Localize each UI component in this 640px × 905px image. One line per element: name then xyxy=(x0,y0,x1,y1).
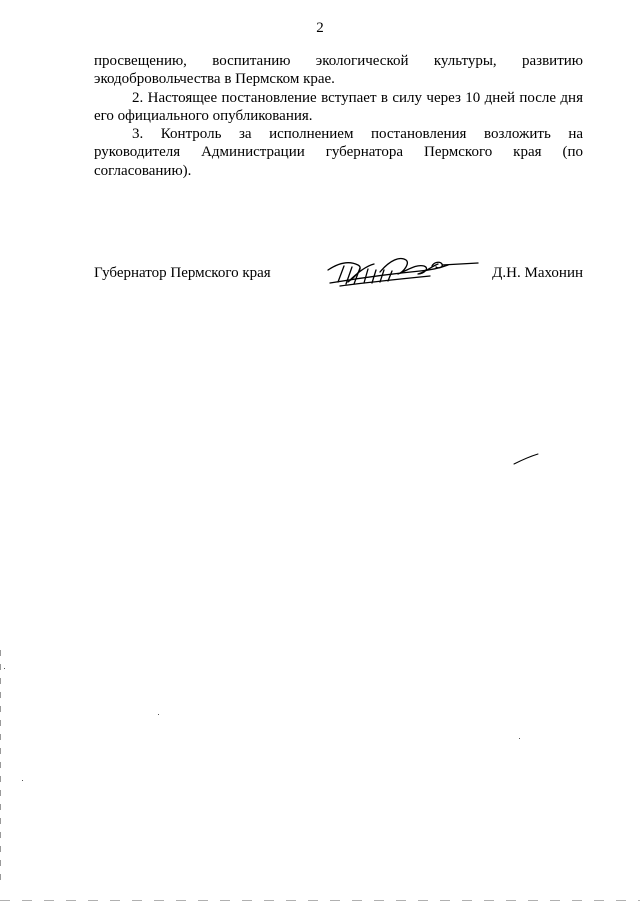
paragraph-control: 3. Контроль за исполнением постановления возложить на руководителя Администрации губернатора Пермского края (по согласованию). xyxy=(94,126,583,179)
scan-speck xyxy=(519,738,520,739)
signatory-name: Д.Н. Махонин xyxy=(492,265,583,281)
scan-speck xyxy=(158,714,159,715)
handwritten-signature-icon xyxy=(320,252,480,292)
scan-edge-left xyxy=(0,650,1,880)
scan-speck xyxy=(4,668,5,669)
page-number: 2 xyxy=(316,20,324,36)
scan-edge-bottom xyxy=(0,900,640,901)
signatory-title: Губернатор Пермского края xyxy=(94,265,271,281)
scan-speck xyxy=(22,780,23,781)
ink-stroke-icon xyxy=(512,452,540,466)
paragraph-effective-date: 2. Настоящее постановление вступает в силу через 10 дней после дня его официального опубликования. xyxy=(94,89,583,124)
document-body xyxy=(94,52,583,180)
paragraph-continuation: просвещению, воспитанию экологической культуры, развитию экодобровольчества в Пермском крае. xyxy=(94,53,583,88)
